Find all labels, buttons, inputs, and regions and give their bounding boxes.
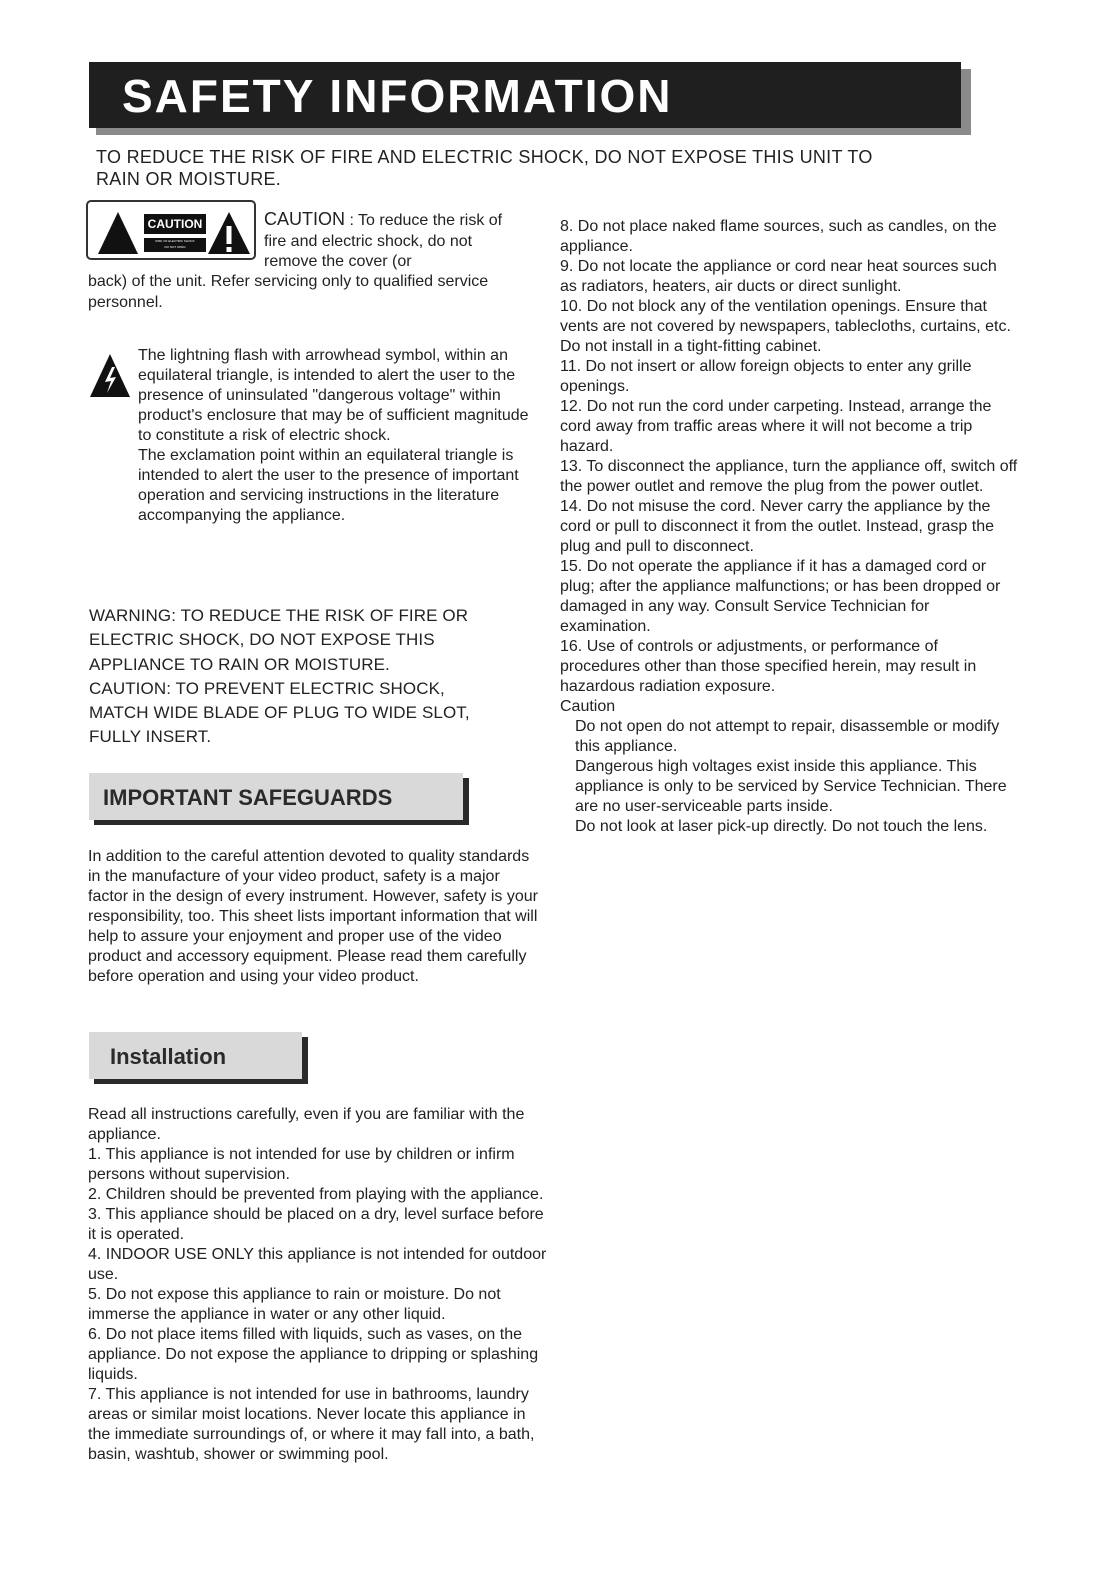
- installation-heading: Installation: [110, 1044, 227, 1069]
- list-item: 1. This appliance is not intended for use by children or infirm persons without supervision.: [88, 1146, 515, 1183]
- list-item: 5. Do not expose this appliance to rain or moisture. Do not immerse the appliance in water or any other liquid.: [88, 1286, 501, 1323]
- caution-badge-text: CAUTION: [147, 217, 203, 231]
- list-item: 15. Do not operate the appliance if it has a damaged cord or plug; after the appliance malfunctions; or has been dropped or damaged in any way. Consult Service Technician for examination.: [560, 558, 1001, 635]
- installation-intro: Read all instructions carefully, even if you are familiar with the appliance.: [88, 1106, 525, 1143]
- caution-small-line-2: DO NOT OPEN: [164, 245, 186, 249]
- list-item: 13. To disconnect the appliance, turn the appliance off, switch off the power outlet and remove the plug from the power outlet.: [560, 458, 1018, 495]
- caution-note-continuation: back) of the unit. Refer servicing only to qualified service personnel.: [88, 273, 489, 311]
- page-title: SAFETY INFORMATION: [122, 70, 673, 122]
- caution-footer-line: Do not look at laser pick-up directly. Do not touch the lens.: [575, 818, 988, 835]
- exclamation-explanation: The exclamation point within an equilateral triangle is intended to alert the user to the presence of important operation and servicing instructions in the literature accompanying the appliance.: [138, 447, 519, 524]
- lightning-triangle-icon: [98, 212, 138, 254]
- safeguards-text: In addition to the careful attention devoted to quality standards in the manufacture of your video product, safety is a major factor in the design of every instrument. However, safety is your responsibility, too. This sheet lists important information that will help to assure your enjoyment and proper use of the video product and accessory equipment. Please read them carefully before operation and using your video product.: [88, 848, 538, 985]
- list-item: 6. Do not place items filled with liquids, such as vases, on the appliance. Do not expose the appliance to dripping or splashing liquids.: [88, 1326, 539, 1383]
- safeguards-heading: IMPORTANT SAFEGUARDS: [103, 785, 393, 810]
- list-item: 3. This appliance should be placed on a dry, level surface before it is operated.: [88, 1206, 544, 1243]
- list-item: 11. Do not insert or allow foreign objects to enter any grille openings.: [560, 358, 972, 395]
- caution-small-line-1: RISK OF ELECTRIC SHOCK: [155, 239, 195, 243]
- list-item: 12. Do not run the cord under carpeting. Instead, arrange the cord away from traffic areas where it will not become a trip hazard.: [560, 398, 992, 455]
- installation-list: [88, 1105, 548, 1465]
- list-item: 7. This appliance is not intended for use in bathrooms, laundry areas or similar moist locations. Never locate this appliance in the immediate surroundings of, or where it may fall into, a bath, basin, washtub, shower or swimming pool.: [88, 1386, 535, 1463]
- list-item: 10. Do not block any of the ventilation openings. Ensure that vents are not covered by newspapers, tablecloths, curtains, etc. Do not install in a tight-fitting cabinet.: [560, 298, 1011, 355]
- lightning-bolt-icon: [88, 352, 132, 398]
- list-item: 8. Do not place naked flame sources, such as candles, on the appliance.: [560, 218, 997, 255]
- caution-note-text: : To reduce the risk of fire and electric shock, do not remove the cover (or: [264, 212, 503, 270]
- list-item: 9. Do not locate the appliance or cord near heat sources such as radiators, heaters, air ducts or direct sunlight.: [560, 258, 997, 295]
- caution-note-heading: CAUTION: [264, 209, 345, 229]
- right-column-list: [560, 217, 1018, 837]
- list-item: 4. INDOOR USE ONLY this appliance is not intended for outdoor use.: [88, 1246, 547, 1283]
- caution-footer-heading: Caution: [560, 698, 616, 715]
- list-item: 2. Children should be prevented from playing with the appliance.: [88, 1186, 544, 1203]
- caution-label: [86, 200, 256, 260]
- caution-note: [264, 209, 509, 273]
- caution-footer-line: Dangerous high voltages exist inside this appliance. This appliance is only to be serviced by Service Technician. There are no user-serviceable parts inside.: [575, 758, 1007, 815]
- symbol-explanation: [138, 346, 538, 526]
- lightning-explanation: The lightning flash with arrowhead symbol, within an equilateral triangle, is intended to alert the user to the presence of uninsulated "dangerous voltage" within product's enclosure that may be of sufficient magnitude to constitute a risk of electric shock.: [138, 347, 529, 444]
- warning-block: WARNING: TO REDUCE THE RISK OF FIRE OR ELECTRIC SHOCK, DO NOT EXPOSE THIS APPLIANCE TO RAIN OR MOISTURE. CAUTION: TO PREVENT ELECTRIC SHOCK, MATCH WIDE BLADE OF PLUG TO WIDE SLOT, FULLY INSERT.: [89, 606, 470, 747]
- intro-warning: TO REDUCE THE RISK OF FIRE AND ELECTRIC SHOCK, DO NOT EXPOSE THIS UNIT TO RAIN OR MOISTURE.: [96, 147, 873, 189]
- caution-footer-line: Do not open do not attempt to repair, disassemble or modify this appliance.: [575, 718, 1000, 755]
- list-item: 14. Do not misuse the cord. Never carry the appliance by the cord or pull to disconnect it from the outlet. Instead, grasp the plug and pull to disconnect.: [560, 498, 995, 555]
- list-item: 16. Use of controls or adjustments, or performance of procedures other than those specified herein, may result in hazardous radiation exposure.: [560, 638, 977, 695]
